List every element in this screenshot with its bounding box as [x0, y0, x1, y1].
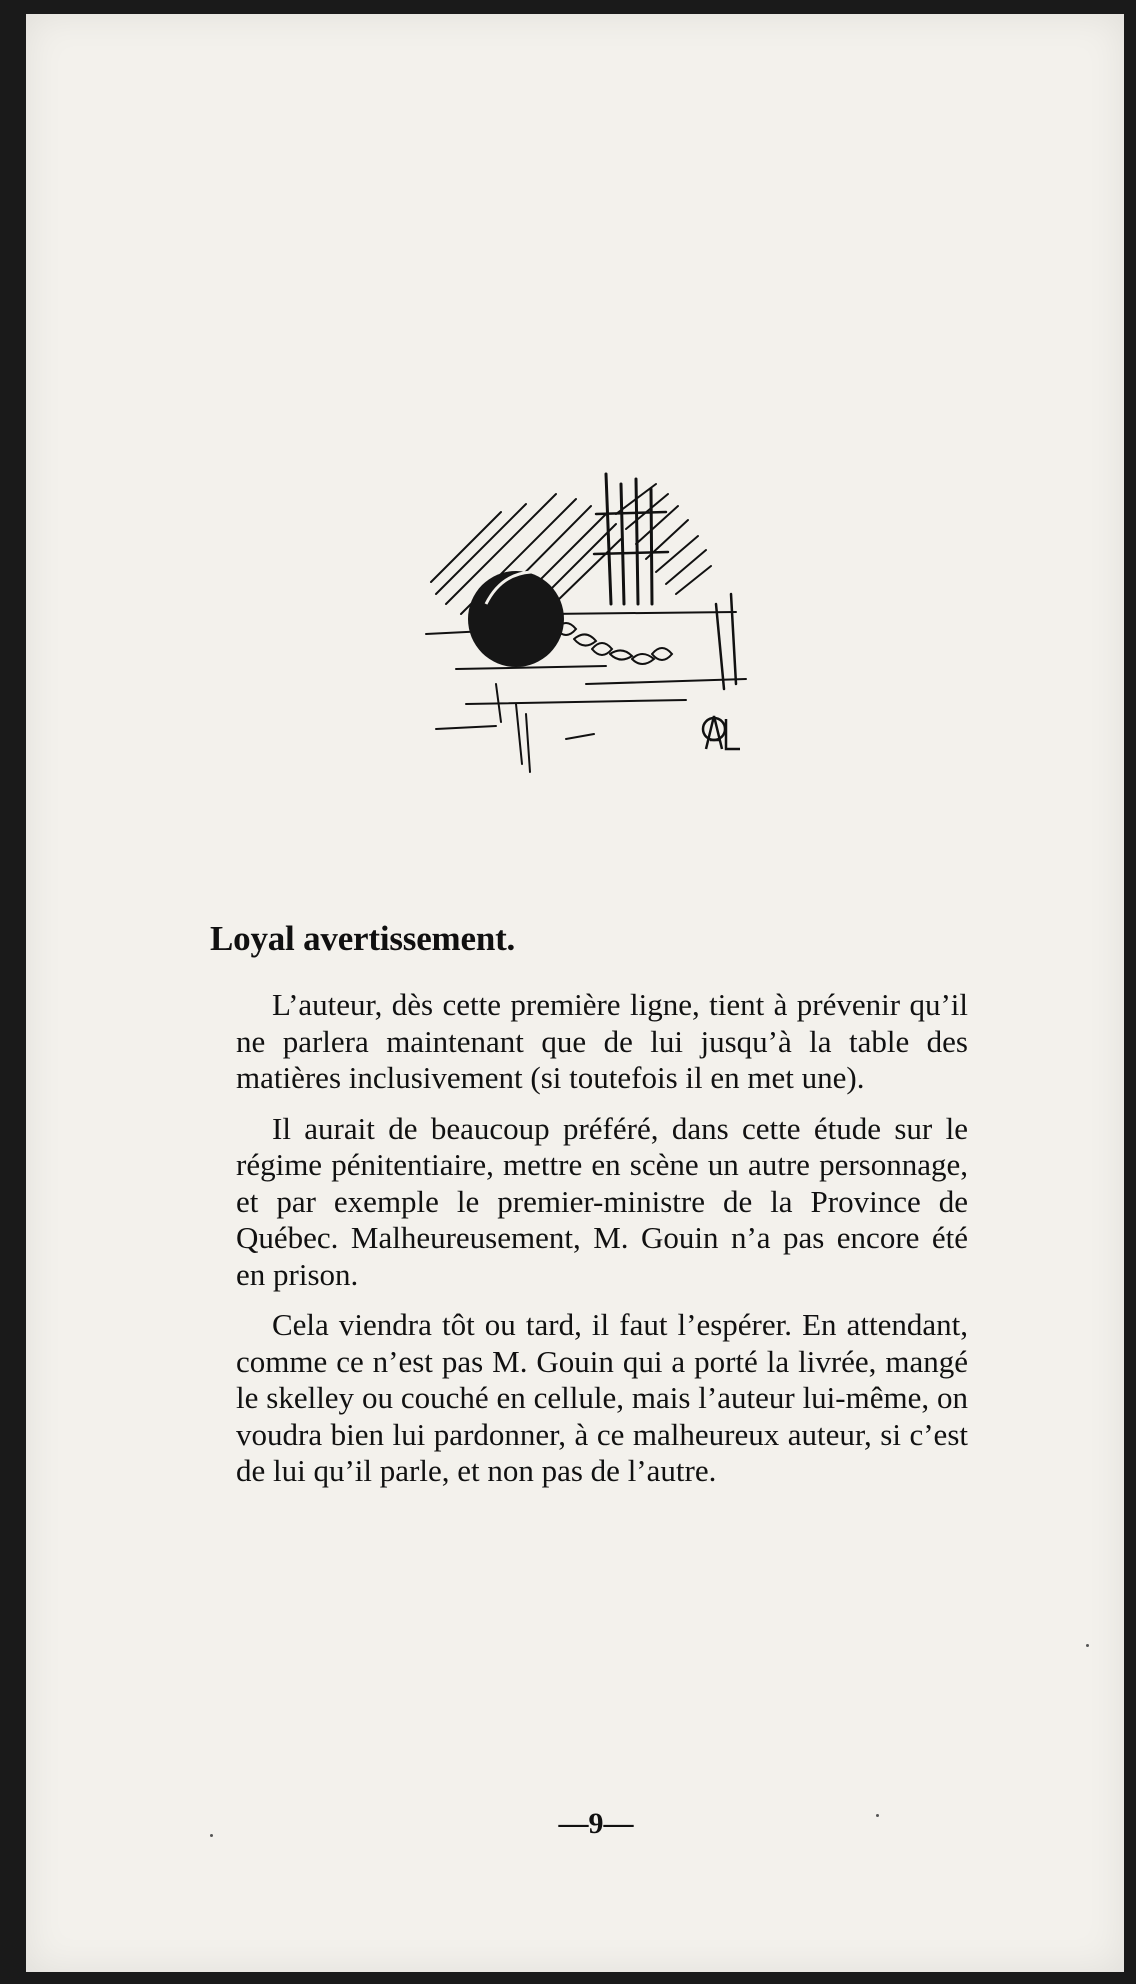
show-through-text	[166, 154, 986, 194]
page-number: —9—	[558, 1807, 634, 1840]
paragraph: L’auteur, dès cette première ligne, tient à prévenir qu’il ne parlera maintenant que de lui jusqu’à la table des matières inclusivement (si toutefois il en met une).	[236, 987, 968, 1095]
book-page	[26, 14, 1124, 1972]
section-heading: Loyal avertissement.	[210, 919, 516, 958]
speck	[210, 1834, 213, 1837]
paragraph: Il aurait de beaucoup préféré, dans cette étude sur le régime pénitentiaire, mettre en scène un autre personnage, et par exemple le premier-ministre de la Province de Québec. Malheureusement, M. Gouin n’a pas encore été en prison.	[236, 1110, 968, 1292]
speck	[876, 1814, 879, 1817]
vignette-illustration	[406, 454, 796, 794]
body-text	[236, 987, 968, 1504]
speck	[1086, 1644, 1089, 1647]
paragraph: Cela viendra tôt ou tard, il faut l’espérer. En attendant, comme ce n’est pas M. Gouin qui a porté la livrée, mangé le skelley ou couché en cellule, mais l’auteur lui-même, on voudra bien lui pardonner, à ce malheureux auteur, si c’est de lui qu’il parle, et non pas de l’autre.	[236, 1307, 968, 1488]
